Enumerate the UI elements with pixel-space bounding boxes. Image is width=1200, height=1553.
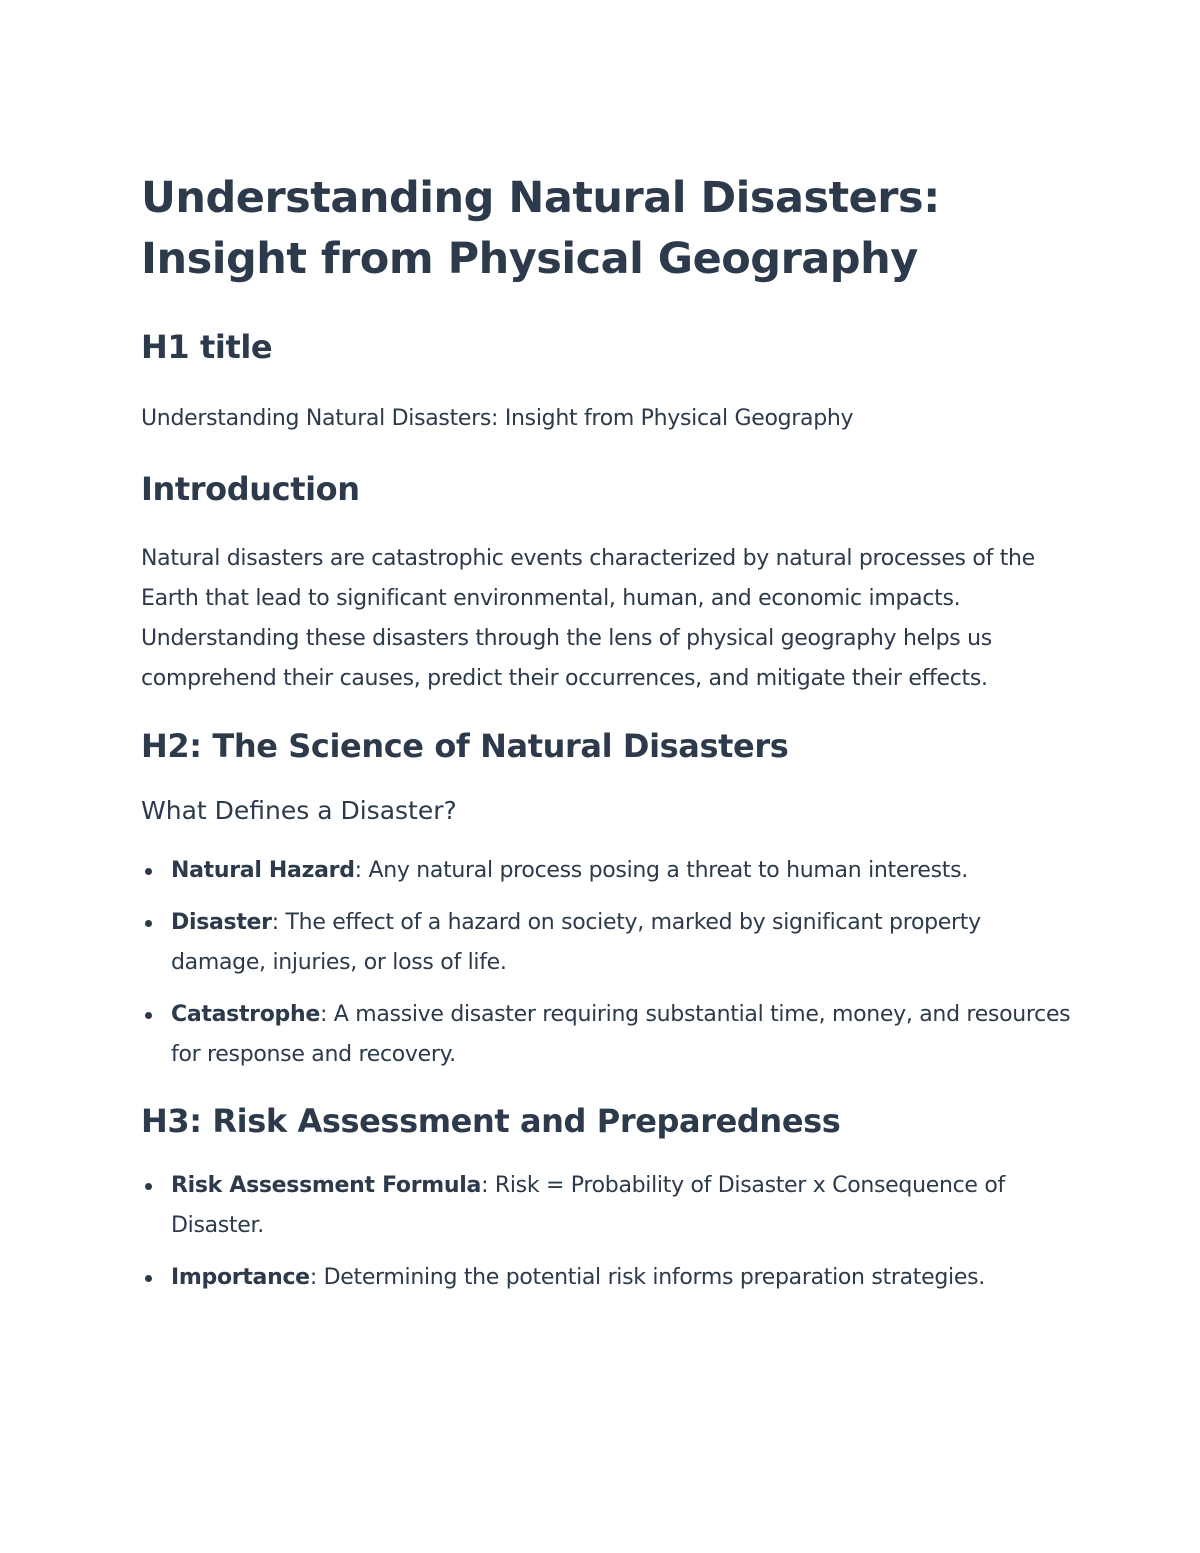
bullet-icon — [145, 920, 152, 927]
disaster-definition-subheading: What Defines a Disaster? — [141, 796, 457, 825]
bullet-icon — [145, 1012, 152, 1019]
definitions-list — [141, 851, 1071, 1075]
list-item-text: : The effect of a hazard on society, marked by significant property damage, injuries, or loss of life. — [171, 910, 981, 975]
bullet-icon — [145, 868, 152, 875]
document-title-line-2: Insight from Physical Geography — [141, 234, 918, 284]
list-item — [141, 995, 1071, 1075]
introduction-paragraph: Natural disasters are catastrophic events characterized by natural processes of the Earth that lead to significant environmental, human, and economic impacts. Understanding these disasters through the lens of physical geography helps us comprehend their causes, predict their occurrences, and mitigate their effects. — [141, 546, 1035, 691]
risk-assessment-heading: H3: Risk Assessment and Preparedness — [141, 1102, 841, 1140]
list-item-term: Disaster — [171, 910, 272, 935]
list-item-text: : Any natural process posing a threat to human interests. — [354, 858, 968, 883]
list-item-text: : Determining the potential risk informs preparation strategies. — [309, 1265, 985, 1290]
list-item-term: Risk Assessment Formula — [171, 1173, 482, 1198]
list-item-term: Catastrophe — [171, 1002, 320, 1027]
h1-title-heading: H1 title — [141, 328, 273, 366]
list-item-term: Importance — [171, 1265, 310, 1290]
list-item — [141, 1258, 1071, 1298]
list-item — [141, 903, 1071, 983]
list-item — [141, 1166, 1071, 1246]
risk-list — [141, 1166, 1071, 1298]
document-title-line-1: Understanding Natural Disasters: — [141, 173, 940, 223]
list-item-text: : A massive disaster requiring substantial time, money, and resources for response and recovery. — [171, 1002, 1071, 1067]
bullet-icon — [145, 1183, 152, 1190]
introduction-heading: Introduction — [141, 470, 360, 508]
bullet-icon — [145, 1275, 152, 1282]
list-item — [141, 851, 1071, 891]
h1-title-text: Understanding Natural Disasters: Insight from Physical Geography — [141, 406, 854, 431]
document-page — [141, 168, 1071, 1310]
document-title — [141, 168, 1071, 290]
science-heading: H2: The Science of Natural Disasters — [141, 727, 789, 765]
list-item-term: Natural Hazard — [171, 858, 355, 883]
list-item-text: : Risk = Probability of Disaster x Consequence of Disaster. — [171, 1173, 1005, 1238]
